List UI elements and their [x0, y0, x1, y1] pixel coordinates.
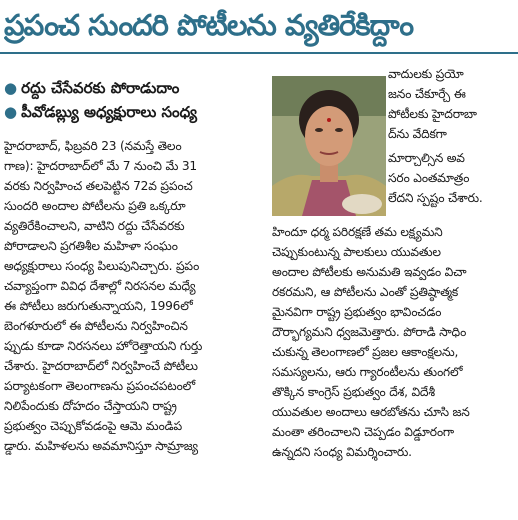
text-line: డ్డారు. మహిళలను అవమానిస్తూ సామ్రాజ్య [4, 439, 198, 453]
text-line: బెంగళూరులో ఈ పోటీలను నిర్వహించిన [4, 319, 188, 333]
subhead-2 [4, 101, 197, 123]
text-line: ఉన్నదని సంధ్య విమర్శించారు. [272, 445, 412, 459]
text-line: దౌర్భాగ్యమని ధ్వజమెత్తారు. పోరాడి సాధిం [272, 325, 467, 339]
text-line: ప్పుడు కూడా నిరసనలు హోరెత్తాయని గుర్తు [4, 339, 203, 353]
text-line: మైనవిగా రాష్ట్ర ప్రభుత్వం భావించడం [272, 305, 442, 319]
text-line: మార్చాల్సిన అవ [388, 151, 465, 165]
text-line: హైదరాబాద్, ఫిబ్రవరి 23 (నమస్తే తెలం [4, 139, 182, 153]
text-line: చుకున్న తెలంగాణలో ప్రజల ఆకాంక్షలను, [272, 345, 459, 359]
text-line: వాదులకు ప్రయో [388, 67, 464, 81]
text-line: నిలిపేందుకు దోహదం చేస్తాయని రాష్ట్ర [4, 399, 177, 413]
text-line: యువతుల అందాలు ఆరబోతను చూసి జన [272, 405, 470, 419]
text-line: హిందూ ధర్మ పరిరక్షణే తమ లక్ష్యమని [272, 225, 443, 239]
text-line: ఈ పోటీలు జరుగుతున్నాయని, 1996లో [4, 299, 193, 313]
text-line: వ్యతిరేకించాలని, వాటిని రద్దు చేసేవరకు [4, 219, 185, 233]
bullet-icon: ● [4, 103, 18, 121]
text-line: పర్యాటకంగా తెలంగాణను ప్రపంచపటంలో [4, 379, 195, 393]
text-line: జనం చేకూర్చే ఈ [388, 87, 466, 101]
subhead-text: పీవోడబ్ల్యు అధ్యక్షురాలు సంధ్య [21, 103, 197, 121]
text-line: తొక్కిన కాంగ్రెస్ ప్రభుత్వం దేశ, విదేశీ [272, 385, 435, 399]
text-line: ప్రభుత్వం చెప్పుకోవడంపై ఆమె మండిప [4, 419, 182, 433]
headline: ప్రపంచ సుందరి పోటీలను వ్యతిరేకిద్దాం [4, 8, 414, 42]
text-line: గాణ): హైదరాబాద్‌లో మే 7 నుంచి మే 31 [4, 159, 197, 173]
text-line: చవ్యాప్తంగా వివిధ దేశాల్లో నిరసనల మధ్యే [4, 279, 196, 293]
headline-rule [0, 52, 518, 54]
text-line: సరం ఎంతమాత్రం [388, 171, 470, 185]
text-line: చెప్పుకుంటున్న పాలకులు యువతుల [272, 245, 441, 259]
text-line: పోటీలకు హైదరాబా [388, 107, 477, 121]
portrait-photo [272, 76, 386, 216]
text-line: అందాల పోటీలకు అనుమతి ఇవ్వడం విచా [272, 265, 467, 279]
text-line: సమస్యలను, ఆరు గ్యారంటీలను తుంగలో [272, 365, 463, 379]
text-line: వరకు నిర్వహించ తలపెట్టిన 72వ ప్రపంచ [4, 179, 193, 193]
text-line: చేశారు. హైదరాబాద్‌లో నిర్వహించే పోటీలు [4, 359, 198, 373]
text-line: అధ్యక్షురాలు సంధ్య పిలుపునిచ్చారు. ప్రపం [4, 259, 200, 273]
text-line: సుందరి అందాల పోటీలను ప్రతి ఒక్కరూ [4, 199, 186, 213]
subhead-text: రద్దు చేసేవరకు పోరాడుదాం [21, 79, 180, 97]
text-line: లేదని స్పష్టం చేశారు. [388, 191, 483, 205]
text-line: పోరాడాలని ప్రగతిశీల మహిళా సంఘం [4, 239, 178, 253]
text-line: రకరమని, ఆ పోటీలను ఎంతో ప్రతిష్ఠాత్మక [272, 285, 459, 299]
bullet-icon: ● [4, 79, 18, 97]
subhead-1 [4, 77, 179, 99]
text-line: మంతా తరించాలని చెప్పడం విడ్డూరంగా [272, 425, 454, 439]
text-line: ద్‌ను వేదికగా [388, 127, 447, 141]
